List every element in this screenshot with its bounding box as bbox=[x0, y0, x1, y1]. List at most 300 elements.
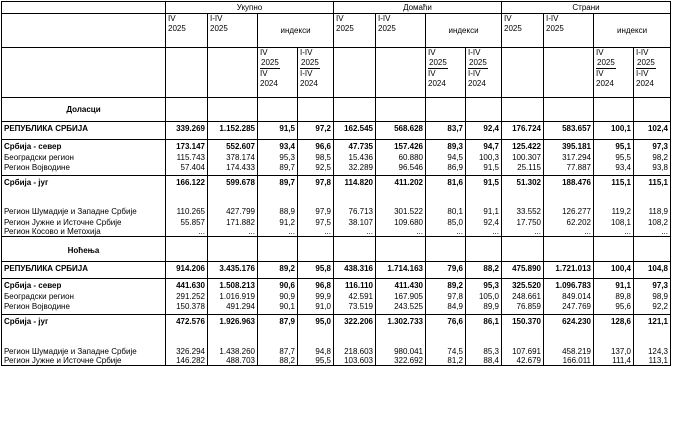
blank-cell bbox=[334, 237, 376, 255]
value-cell: 116.110 bbox=[334, 279, 376, 290]
value-cell: 488.703 bbox=[208, 356, 258, 366]
row-label: Београдски регион bbox=[2, 151, 166, 162]
value-cell: 91,1 bbox=[594, 279, 634, 290]
table-row bbox=[2, 345, 671, 356]
blank-cell bbox=[166, 237, 208, 255]
value-cell: 95,1 bbox=[594, 140, 634, 151]
value-cell: 91,5 bbox=[466, 176, 502, 187]
blank-cell bbox=[376, 255, 426, 262]
header-text: I-IV bbox=[468, 69, 481, 78]
blank-cell bbox=[594, 326, 634, 345]
blank-cell bbox=[298, 187, 334, 205]
value-cell: 1.926.963 bbox=[208, 315, 258, 326]
value-cell: 166.011 bbox=[544, 356, 594, 366]
blank-cell bbox=[502, 187, 544, 205]
period-header bbox=[544, 14, 594, 48]
blank-cell bbox=[208, 326, 258, 345]
blank-cell bbox=[208, 255, 258, 262]
value-cell: 3.435.176 bbox=[208, 262, 258, 273]
period-header bbox=[376, 14, 426, 48]
group-header: Домаћи bbox=[334, 2, 502, 14]
blank-cell bbox=[426, 98, 466, 114]
value-cell: 74,5 bbox=[426, 345, 466, 356]
value-cell: 89,2 bbox=[258, 262, 298, 273]
value-cell: 150.378 bbox=[166, 301, 208, 311]
value-cell: 137,0 bbox=[594, 345, 634, 356]
blank-cell bbox=[376, 187, 426, 205]
table-row bbox=[2, 122, 671, 133]
row-label: Регион Јужне и Источне Србије bbox=[2, 216, 166, 227]
blank-cell bbox=[544, 326, 594, 345]
table-row bbox=[2, 262, 671, 273]
value-cell: 15.436 bbox=[334, 151, 376, 162]
blank-cell bbox=[166, 187, 208, 205]
value-cell: 980.041 bbox=[376, 345, 426, 356]
group-header: Страни bbox=[502, 2, 671, 14]
blank-cell bbox=[334, 326, 376, 345]
value-cell: 92,2 bbox=[634, 301, 671, 311]
value-cell: 88,9 bbox=[258, 205, 298, 216]
table-row bbox=[2, 356, 671, 366]
period-header bbox=[208, 14, 258, 48]
value-cell: 146.282 bbox=[166, 356, 208, 366]
value-cell: 173.147 bbox=[166, 140, 208, 151]
period-stack bbox=[168, 14, 205, 34]
value-cell: ... bbox=[334, 227, 376, 237]
value-cell: 124,3 bbox=[634, 345, 671, 356]
value-cell: 95,3 bbox=[466, 279, 502, 290]
period-stack bbox=[546, 14, 591, 34]
value-cell: 51.302 bbox=[502, 176, 544, 187]
header-text: I-IV bbox=[378, 14, 391, 23]
header-text: 2024 bbox=[596, 79, 614, 88]
tourism-statistics-table bbox=[1, 1, 671, 366]
value-cell: 86,9 bbox=[426, 162, 466, 172]
header-text: 2025 bbox=[261, 58, 279, 67]
blank-cell bbox=[208, 237, 258, 255]
value-cell: 1.302.733 bbox=[376, 315, 426, 326]
value-cell: 84,9 bbox=[426, 301, 466, 311]
value-cell: ... bbox=[426, 227, 466, 237]
value-cell: 95,8 bbox=[298, 262, 334, 273]
value-cell: 103.603 bbox=[334, 356, 376, 366]
value-cell: 60.880 bbox=[376, 151, 426, 162]
value-cell: ... bbox=[376, 227, 426, 237]
header-text: IV bbox=[428, 69, 436, 78]
value-cell: 87,7 bbox=[258, 345, 298, 356]
row-label: Србија - југ bbox=[2, 176, 166, 187]
row-label: Србија - југ bbox=[2, 315, 166, 326]
blank-cell bbox=[502, 133, 544, 140]
blank-cell bbox=[2, 187, 166, 205]
value-cell: 105,0 bbox=[466, 290, 502, 301]
table-row bbox=[2, 279, 671, 290]
value-cell: 93,4 bbox=[594, 162, 634, 172]
value-cell: 97,9 bbox=[298, 205, 334, 216]
blank-cell bbox=[466, 237, 502, 255]
value-cell: 157.426 bbox=[376, 140, 426, 151]
section-title: Ноћења bbox=[2, 237, 166, 255]
table-row bbox=[2, 2, 671, 14]
blank-cell bbox=[2, 133, 166, 140]
index-header bbox=[594, 48, 634, 98]
header-text: 2024 bbox=[468, 79, 486, 88]
period-header bbox=[166, 14, 208, 48]
blank-cell bbox=[208, 114, 258, 122]
value-cell: 92,4 bbox=[466, 216, 502, 227]
table-row bbox=[2, 326, 671, 345]
value-cell: 33.552 bbox=[502, 205, 544, 216]
index-header bbox=[634, 48, 671, 98]
indices-header: индекси bbox=[426, 14, 502, 48]
value-cell: 218.603 bbox=[334, 345, 376, 356]
value-cell: 475.890 bbox=[502, 262, 544, 273]
table-row bbox=[2, 162, 671, 172]
blank-cell bbox=[258, 237, 298, 255]
blank-cell bbox=[298, 98, 334, 114]
value-cell: ... bbox=[634, 227, 671, 237]
blank-cell bbox=[298, 114, 334, 122]
value-cell: 339.269 bbox=[166, 122, 208, 133]
index-stack bbox=[428, 48, 463, 89]
value-cell: 76.713 bbox=[334, 205, 376, 216]
table-row bbox=[2, 14, 671, 48]
table-row bbox=[2, 216, 671, 227]
blank-cell bbox=[634, 114, 671, 122]
value-cell: 395.181 bbox=[544, 140, 594, 151]
value-cell: 76,6 bbox=[426, 315, 466, 326]
value-cell: 57.404 bbox=[166, 162, 208, 172]
value-cell: 98,5 bbox=[298, 151, 334, 162]
blank-cell bbox=[208, 98, 258, 114]
blank-cell bbox=[208, 48, 258, 98]
index-stack bbox=[596, 48, 631, 89]
value-cell: 88,2 bbox=[466, 262, 502, 273]
value-cell: 121,1 bbox=[634, 315, 671, 326]
value-cell: 1.438.260 bbox=[208, 345, 258, 356]
value-cell: 552.607 bbox=[208, 140, 258, 151]
blank-cell bbox=[166, 98, 208, 114]
value-cell: 914.206 bbox=[166, 262, 208, 273]
header-text: IV bbox=[596, 69, 604, 78]
blank-cell bbox=[258, 98, 298, 114]
value-cell: 94,5 bbox=[426, 151, 466, 162]
indices-header: индекси bbox=[258, 14, 334, 48]
blank-cell bbox=[594, 255, 634, 262]
value-cell: ... bbox=[544, 227, 594, 237]
value-cell: 1.721.013 bbox=[544, 262, 594, 273]
value-cell: 624.230 bbox=[544, 315, 594, 326]
value-cell: 99,9 bbox=[298, 290, 334, 301]
value-cell: 125.422 bbox=[502, 140, 544, 151]
header-text: IV bbox=[336, 14, 344, 23]
value-cell: 113,1 bbox=[634, 356, 671, 366]
value-cell: 441.630 bbox=[166, 279, 208, 290]
blank-cell bbox=[376, 237, 426, 255]
value-cell: 119,2 bbox=[594, 205, 634, 216]
blank-cell bbox=[544, 187, 594, 205]
header-text: 2025 bbox=[429, 58, 447, 67]
value-cell: 114.820 bbox=[334, 176, 376, 187]
value-cell: 25.115 bbox=[502, 162, 544, 172]
value-cell: 97,3 bbox=[634, 140, 671, 151]
value-cell: 126.277 bbox=[544, 205, 594, 216]
blank-cell bbox=[334, 98, 376, 114]
value-cell: 174.433 bbox=[208, 162, 258, 172]
value-cell: 80,1 bbox=[426, 205, 466, 216]
blank-cell bbox=[166, 48, 208, 98]
value-cell: 162.545 bbox=[334, 122, 376, 133]
blank-cell bbox=[594, 114, 634, 122]
blank-cell bbox=[376, 48, 426, 98]
value-cell: 89,9 bbox=[466, 301, 502, 311]
value-cell: 91,1 bbox=[466, 205, 502, 216]
index-stack bbox=[636, 48, 668, 89]
blank-cell bbox=[634, 187, 671, 205]
blank-cell bbox=[544, 98, 594, 114]
header-text: IV bbox=[504, 14, 512, 23]
value-cell: 599.678 bbox=[208, 176, 258, 187]
value-cell: 107.691 bbox=[502, 345, 544, 356]
blank-cell bbox=[544, 48, 594, 98]
value-cell: 167.905 bbox=[376, 290, 426, 301]
value-cell: 95,5 bbox=[298, 356, 334, 366]
blank-cell bbox=[502, 237, 544, 255]
blank-cell bbox=[634, 326, 671, 345]
table-row bbox=[2, 176, 671, 187]
value-cell: 188.476 bbox=[544, 176, 594, 187]
blank-cell bbox=[594, 133, 634, 140]
value-cell: 94,8 bbox=[298, 345, 334, 356]
value-cell: 89,7 bbox=[258, 162, 298, 172]
header-text: 2025 bbox=[210, 24, 228, 33]
period-header bbox=[502, 14, 544, 48]
value-cell: ... bbox=[466, 227, 502, 237]
blank-cell bbox=[258, 133, 298, 140]
value-cell: 83,7 bbox=[426, 122, 466, 133]
blank-cell bbox=[334, 48, 376, 98]
value-cell: 93,4 bbox=[258, 140, 298, 151]
value-cell: 89,2 bbox=[426, 279, 466, 290]
period-stack bbox=[378, 14, 423, 34]
value-cell: 73.519 bbox=[334, 301, 376, 311]
value-cell: 115.743 bbox=[166, 151, 208, 162]
blank-cell bbox=[258, 114, 298, 122]
value-cell: 1.152.285 bbox=[208, 122, 258, 133]
period-stack bbox=[210, 14, 255, 34]
blank-cell bbox=[502, 114, 544, 122]
value-cell: 1.016.919 bbox=[208, 290, 258, 301]
corner-cell bbox=[2, 14, 166, 48]
value-cell: ... bbox=[208, 227, 258, 237]
blank-cell bbox=[376, 114, 426, 122]
value-cell: 411.202 bbox=[376, 176, 426, 187]
row-label: РЕПУБЛИКА СРБИЈА bbox=[2, 122, 166, 133]
header-text: 2025 bbox=[469, 58, 487, 67]
value-cell: 88,4 bbox=[466, 356, 502, 366]
value-cell: 291.252 bbox=[166, 290, 208, 301]
blank-cell bbox=[594, 237, 634, 255]
header-text: I-IV bbox=[546, 14, 559, 23]
blank-cell bbox=[426, 255, 466, 262]
row-label: Регион Шумадије и Западне Србије bbox=[2, 345, 166, 356]
table-row bbox=[2, 151, 671, 162]
blank-cell bbox=[258, 255, 298, 262]
value-cell: 100,3 bbox=[466, 151, 502, 162]
value-cell: 95,5 bbox=[594, 151, 634, 162]
value-cell: 62.202 bbox=[544, 216, 594, 227]
blank-cell bbox=[634, 98, 671, 114]
value-cell: 92,4 bbox=[466, 122, 502, 133]
blank-cell bbox=[258, 187, 298, 205]
index-header bbox=[466, 48, 502, 98]
value-cell: 243.525 bbox=[376, 301, 426, 311]
index-header bbox=[258, 48, 298, 98]
period-stack bbox=[504, 14, 541, 34]
blank-cell bbox=[502, 255, 544, 262]
blank-cell bbox=[376, 98, 426, 114]
corner-cell bbox=[2, 48, 166, 98]
value-cell: 108,2 bbox=[634, 216, 671, 227]
row-label: Регион Војводине bbox=[2, 301, 166, 311]
value-cell: 849.014 bbox=[544, 290, 594, 301]
value-cell: 583.657 bbox=[544, 122, 594, 133]
blank-cell bbox=[466, 114, 502, 122]
value-cell: 97,8 bbox=[298, 176, 334, 187]
value-cell: 32.289 bbox=[334, 162, 376, 172]
value-cell: 100,4 bbox=[594, 262, 634, 273]
value-cell: 102,4 bbox=[634, 122, 671, 133]
value-cell: 91,5 bbox=[466, 162, 502, 172]
blank-cell bbox=[166, 133, 208, 140]
value-cell: 118,9 bbox=[634, 205, 671, 216]
blank-cell bbox=[502, 326, 544, 345]
value-cell: 42.591 bbox=[334, 290, 376, 301]
value-cell: 91,0 bbox=[298, 301, 334, 311]
period-stack bbox=[336, 14, 373, 34]
table-row bbox=[2, 237, 671, 255]
blank-cell bbox=[426, 133, 466, 140]
header-text: 2024 bbox=[300, 79, 318, 88]
header-text: IV bbox=[596, 48, 604, 57]
blank-cell bbox=[594, 98, 634, 114]
value-cell: 322.206 bbox=[334, 315, 376, 326]
value-cell: 95,3 bbox=[258, 151, 298, 162]
blank-cell bbox=[466, 98, 502, 114]
blank-cell bbox=[502, 48, 544, 98]
value-cell: 100.307 bbox=[502, 151, 544, 162]
index-header bbox=[298, 48, 334, 98]
value-cell: 77.887 bbox=[544, 162, 594, 172]
value-cell: 100,1 bbox=[594, 122, 634, 133]
row-label: Регион Војводине bbox=[2, 162, 166, 172]
header-text: IV bbox=[168, 14, 176, 23]
blank-cell bbox=[298, 255, 334, 262]
blank-cell bbox=[502, 98, 544, 114]
value-cell: 90,6 bbox=[258, 279, 298, 290]
value-cell: 93,8 bbox=[634, 162, 671, 172]
blank-cell bbox=[466, 326, 502, 345]
value-cell: 491.294 bbox=[208, 301, 258, 311]
header-text: I-IV bbox=[300, 48, 313, 57]
table-row bbox=[2, 114, 671, 122]
blank-cell bbox=[334, 187, 376, 205]
indices-header: индекси bbox=[594, 14, 671, 48]
blank-cell bbox=[298, 133, 334, 140]
value-cell: 108,1 bbox=[594, 216, 634, 227]
blank-cell bbox=[2, 326, 166, 345]
section-title: Доласци bbox=[2, 98, 166, 114]
blank-cell bbox=[466, 133, 502, 140]
blank-cell bbox=[426, 326, 466, 345]
index-stack bbox=[300, 48, 331, 89]
value-cell: ... bbox=[258, 227, 298, 237]
table-row bbox=[2, 290, 671, 301]
value-cell: 171.882 bbox=[208, 216, 258, 227]
value-cell: 76.859 bbox=[502, 301, 544, 311]
value-cell: 150.370 bbox=[502, 315, 544, 326]
value-cell: 91,2 bbox=[258, 216, 298, 227]
value-cell: 472.576 bbox=[166, 315, 208, 326]
value-cell: 92,5 bbox=[298, 162, 334, 172]
header-text: 2025 bbox=[301, 58, 319, 67]
value-cell: 96.546 bbox=[376, 162, 426, 172]
blank-cell bbox=[634, 133, 671, 140]
value-cell: 86,1 bbox=[466, 315, 502, 326]
value-cell: 115,1 bbox=[594, 176, 634, 187]
blank-cell bbox=[208, 133, 258, 140]
value-cell: 109.680 bbox=[376, 216, 426, 227]
value-cell: 326.294 bbox=[166, 345, 208, 356]
value-cell: 81,2 bbox=[426, 356, 466, 366]
header-text: 2025 bbox=[504, 24, 522, 33]
value-cell: 94,7 bbox=[466, 140, 502, 151]
blank-cell bbox=[2, 255, 166, 262]
header-text: 2025 bbox=[168, 24, 186, 33]
value-cell: 55.857 bbox=[166, 216, 208, 227]
value-cell: 411.430 bbox=[376, 279, 426, 290]
index-stack bbox=[468, 48, 499, 89]
header-text: 2025 bbox=[637, 58, 655, 67]
blank-cell bbox=[634, 237, 671, 255]
blank-cell bbox=[544, 114, 594, 122]
blank-cell bbox=[466, 255, 502, 262]
value-cell: 96,6 bbox=[298, 140, 334, 151]
blank-cell bbox=[208, 187, 258, 205]
header-text: I-IV bbox=[636, 48, 649, 57]
value-cell: 89,3 bbox=[426, 140, 466, 151]
value-cell: 301.522 bbox=[376, 205, 426, 216]
table-row bbox=[2, 133, 671, 140]
value-cell: 427.799 bbox=[208, 205, 258, 216]
value-cell: 104,8 bbox=[634, 262, 671, 273]
header-text: I-IV bbox=[468, 48, 481, 57]
row-label: РЕПУБЛИКА СРБИЈА bbox=[2, 262, 166, 273]
blank-cell bbox=[166, 255, 208, 262]
group-header: Укупно bbox=[166, 2, 334, 14]
value-cell: 438.316 bbox=[334, 262, 376, 273]
header-text: I-IV bbox=[636, 69, 649, 78]
value-cell: 248.661 bbox=[502, 290, 544, 301]
table-row bbox=[2, 187, 671, 205]
value-cell: 95,6 bbox=[594, 301, 634, 311]
value-cell: 85,3 bbox=[466, 345, 502, 356]
blank-cell bbox=[334, 133, 376, 140]
row-label: Регион Јужне и Источне Србије bbox=[2, 356, 166, 366]
value-cell: 325.520 bbox=[502, 279, 544, 290]
value-cell: 97,8 bbox=[426, 290, 466, 301]
value-cell: 90,1 bbox=[258, 301, 298, 311]
